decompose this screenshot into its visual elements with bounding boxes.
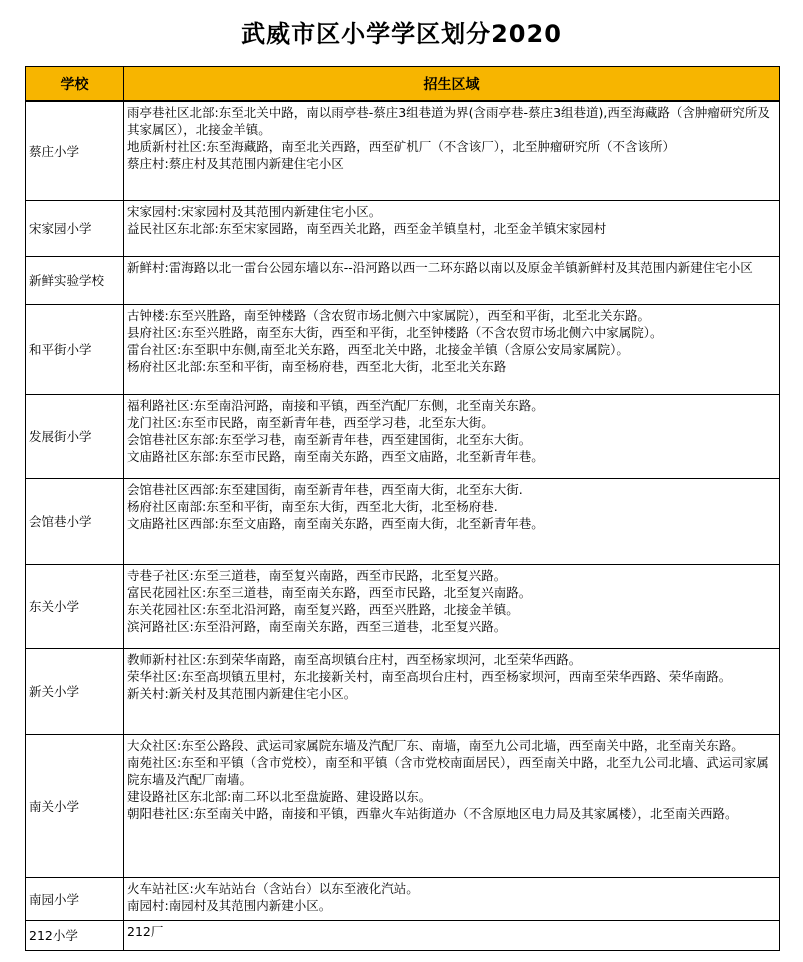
enrollment-area-cell (124, 648, 780, 734)
table-header-row (26, 67, 780, 102)
school-name-cell: 和平街小学 (26, 304, 124, 394)
enrollment-area-cell (124, 564, 780, 648)
school-name-cell: 212小学 (26, 920, 124, 950)
table-row (26, 478, 780, 564)
area-description-line: 荣华社区:东至高坝镇五里村，东北接新关村，南至高坝台庄村，西至杨家坝河，西南至荣华西路、荣华南路。 (127, 668, 732, 684)
school-name-cell: 蔡庄小学 (26, 101, 124, 200)
school-name-cell: 新关小学 (26, 648, 124, 734)
school-name-cell: 会馆巷小学 (26, 478, 124, 564)
area-description-line: 文庙路社区西部:东至文庙路，南至南关东路，西至南大街，北至新青年巷。 (127, 515, 544, 531)
area-description-line: 会馆巷社区西部:东至建国街，南至新青年巷，西至南大街，北至东大街. (127, 481, 523, 497)
area-description-line: 新关村:新关村及其范围内新建住宅小区。 (127, 685, 357, 701)
enrollment-area-cell (124, 877, 780, 920)
school-name-cell: 新鲜实验学校 (26, 256, 124, 304)
school-name-cell: 东关小学 (26, 564, 124, 648)
table-row (26, 394, 780, 478)
area-description-line: 雷台社区:东至职中东侧,南至北关东路，西至北关中路，北接金羊镇（含原公安局家属院）。 (127, 341, 629, 357)
school-name-cell: 发展街小学 (26, 394, 124, 478)
area-description-line: 文庙路社区东部:东至市民路，南至南关东路，西至文庙路，北至新青年巷。 (127, 448, 544, 464)
table-row (26, 564, 780, 648)
school-district-table-container (25, 66, 779, 951)
table-row (26, 101, 780, 200)
area-description-line: 县府社区:东至兴胜路，南至东大街，西至和平街，北至钟楼路（不含农贸市场北侧六中家属院）。 (127, 324, 663, 340)
area-description-line: 龙门社区:东至市民路，南至新青年巷，西至学习巷，北至东大街。 (127, 414, 494, 430)
area-description-line: 益民社区东北部:东至宋家园路，南至西关北路，西至金羊镇皇村，北至金羊镇宋家园村 (127, 220, 607, 236)
area-description-line: 雨亭巷社区北部:东至北关中路，南以雨亭巷-蔡庄3组巷道为界(含雨亭巷-蔡庄3组巷道),西至海藏路（含肿瘤研究所及其家属区），北接金羊镇。 (127, 105, 770, 137)
area-description-line: 南苑社区:东至和平镇（含市党校），南至和平镇（含市党校南面居民），西至南关中路，北至九公司北墙、武运司家属院东墙及汽配厂南墙。 (127, 754, 769, 787)
table-row (26, 648, 780, 734)
school-name-cell: 南园小学 (26, 877, 124, 920)
area-description-line: 新鲜村:雷海路以北一雷台公园东墙以东--沿河路以西一二环东路以南以及原金羊镇新鲜村及其范围内新建住宅小区 (127, 259, 753, 275)
table-row (26, 304, 780, 394)
table-row (26, 200, 780, 256)
area-description-line: 教师新村社区:东到荣华南路，南至高坝镇台庄村，西至杨家坝河，北至荣华西路。 (127, 651, 582, 667)
area-description-line: 大众社区:东至公路段、武运司家属院东墙及汽配厂东、南墙，南至九公司北墙，西至南关中路，北至南关东路。 (127, 737, 744, 753)
area-description-line: 富民花园社区:东至三道巷，南至南关东路，西至市民路，北至复兴南路。 (127, 584, 532, 600)
area-description-line: 滨河路社区:东至沿河路，南至南关东路，西至三道巷，北至复兴路。 (127, 618, 507, 634)
enrollment-area-cell (124, 101, 780, 200)
table-body (26, 101, 780, 950)
enrollment-area-cell (124, 394, 780, 478)
table-row (26, 877, 780, 920)
area-description-line: 蔡庄村:蔡庄村及其范围内新建住宅小区 (127, 156, 344, 171)
column-header-enrollment-area: 招生区域 (124, 67, 780, 102)
enrollment-area-cell (124, 304, 780, 394)
enrollment-area-cell (124, 920, 780, 950)
area-description-line: 寺巷子社区:东至三道巷，南至复兴南路，西至市民路，北至复兴路。 (127, 567, 507, 583)
column-header-school: 学校 (26, 67, 124, 102)
area-description-line: 212厂 (127, 923, 164, 939)
area-description-line: 东关花园社区:东至北沿河路，南至复兴路，西至兴胜路，北接金羊镇。 (127, 601, 519, 617)
table-row (26, 734, 780, 877)
area-description-line: 朝阳巷社区:东至南关中路，南接和平镇，西靠火车站街道办（不含原地区电力局及其家属楼），北至南关西路。 (127, 805, 738, 821)
enrollment-area-cell (124, 200, 780, 256)
area-description-line: 杨府社区南部:东至和平街，南至东大街，西至北大街，北至杨府巷. (127, 498, 498, 514)
area-description-line: 会馆巷社区东部:东至学习巷，南至新青年巷，西至建国街，北至东大街。 (127, 431, 532, 447)
table-row (26, 256, 780, 304)
area-description-line: 南园村:南园村及其范围内新建小区。 (127, 897, 332, 913)
area-description-line: 建设路社区东北部:南二环以北至盘旋路、建设路以东。 (127, 788, 432, 804)
area-description-line: 火车站社区:火车站站台（含站台）以东至液化汽站。 (127, 880, 419, 896)
area-description-line: 古钟楼:东至兴胜路，南至钟楼路（含农贸市场北侧六中家属院），西至和平街，北至北关东路。 (127, 307, 650, 323)
area-description-line: 宋家园村:宋家园村及其范围内新建住宅小区。 (127, 203, 382, 219)
school-district-table (25, 66, 780, 951)
area-description-line: 杨府社区北部:东至和平街，南至杨府巷，西至北大街，北至北关东路 (127, 358, 507, 374)
enrollment-area-cell (124, 256, 780, 304)
area-description-line: 福利路社区:东至南沿河路，南接和平镇，西至汽配厂东侧，北至南关东路。 (127, 397, 544, 413)
page-title: 武威市区小学学区划分2020 (241, 20, 562, 48)
school-name-cell: 宋家园小学 (26, 200, 124, 256)
table-row (26, 920, 780, 950)
area-description-line: 地质新村社区:东至海藏路，南至北关西路，西至矿机厂（不含该厂），北至肿瘤研究所（不含该所） (127, 139, 675, 154)
enrollment-area-cell (124, 478, 780, 564)
school-name-cell: 南关小学 (26, 734, 124, 877)
enrollment-area-cell (124, 734, 780, 877)
